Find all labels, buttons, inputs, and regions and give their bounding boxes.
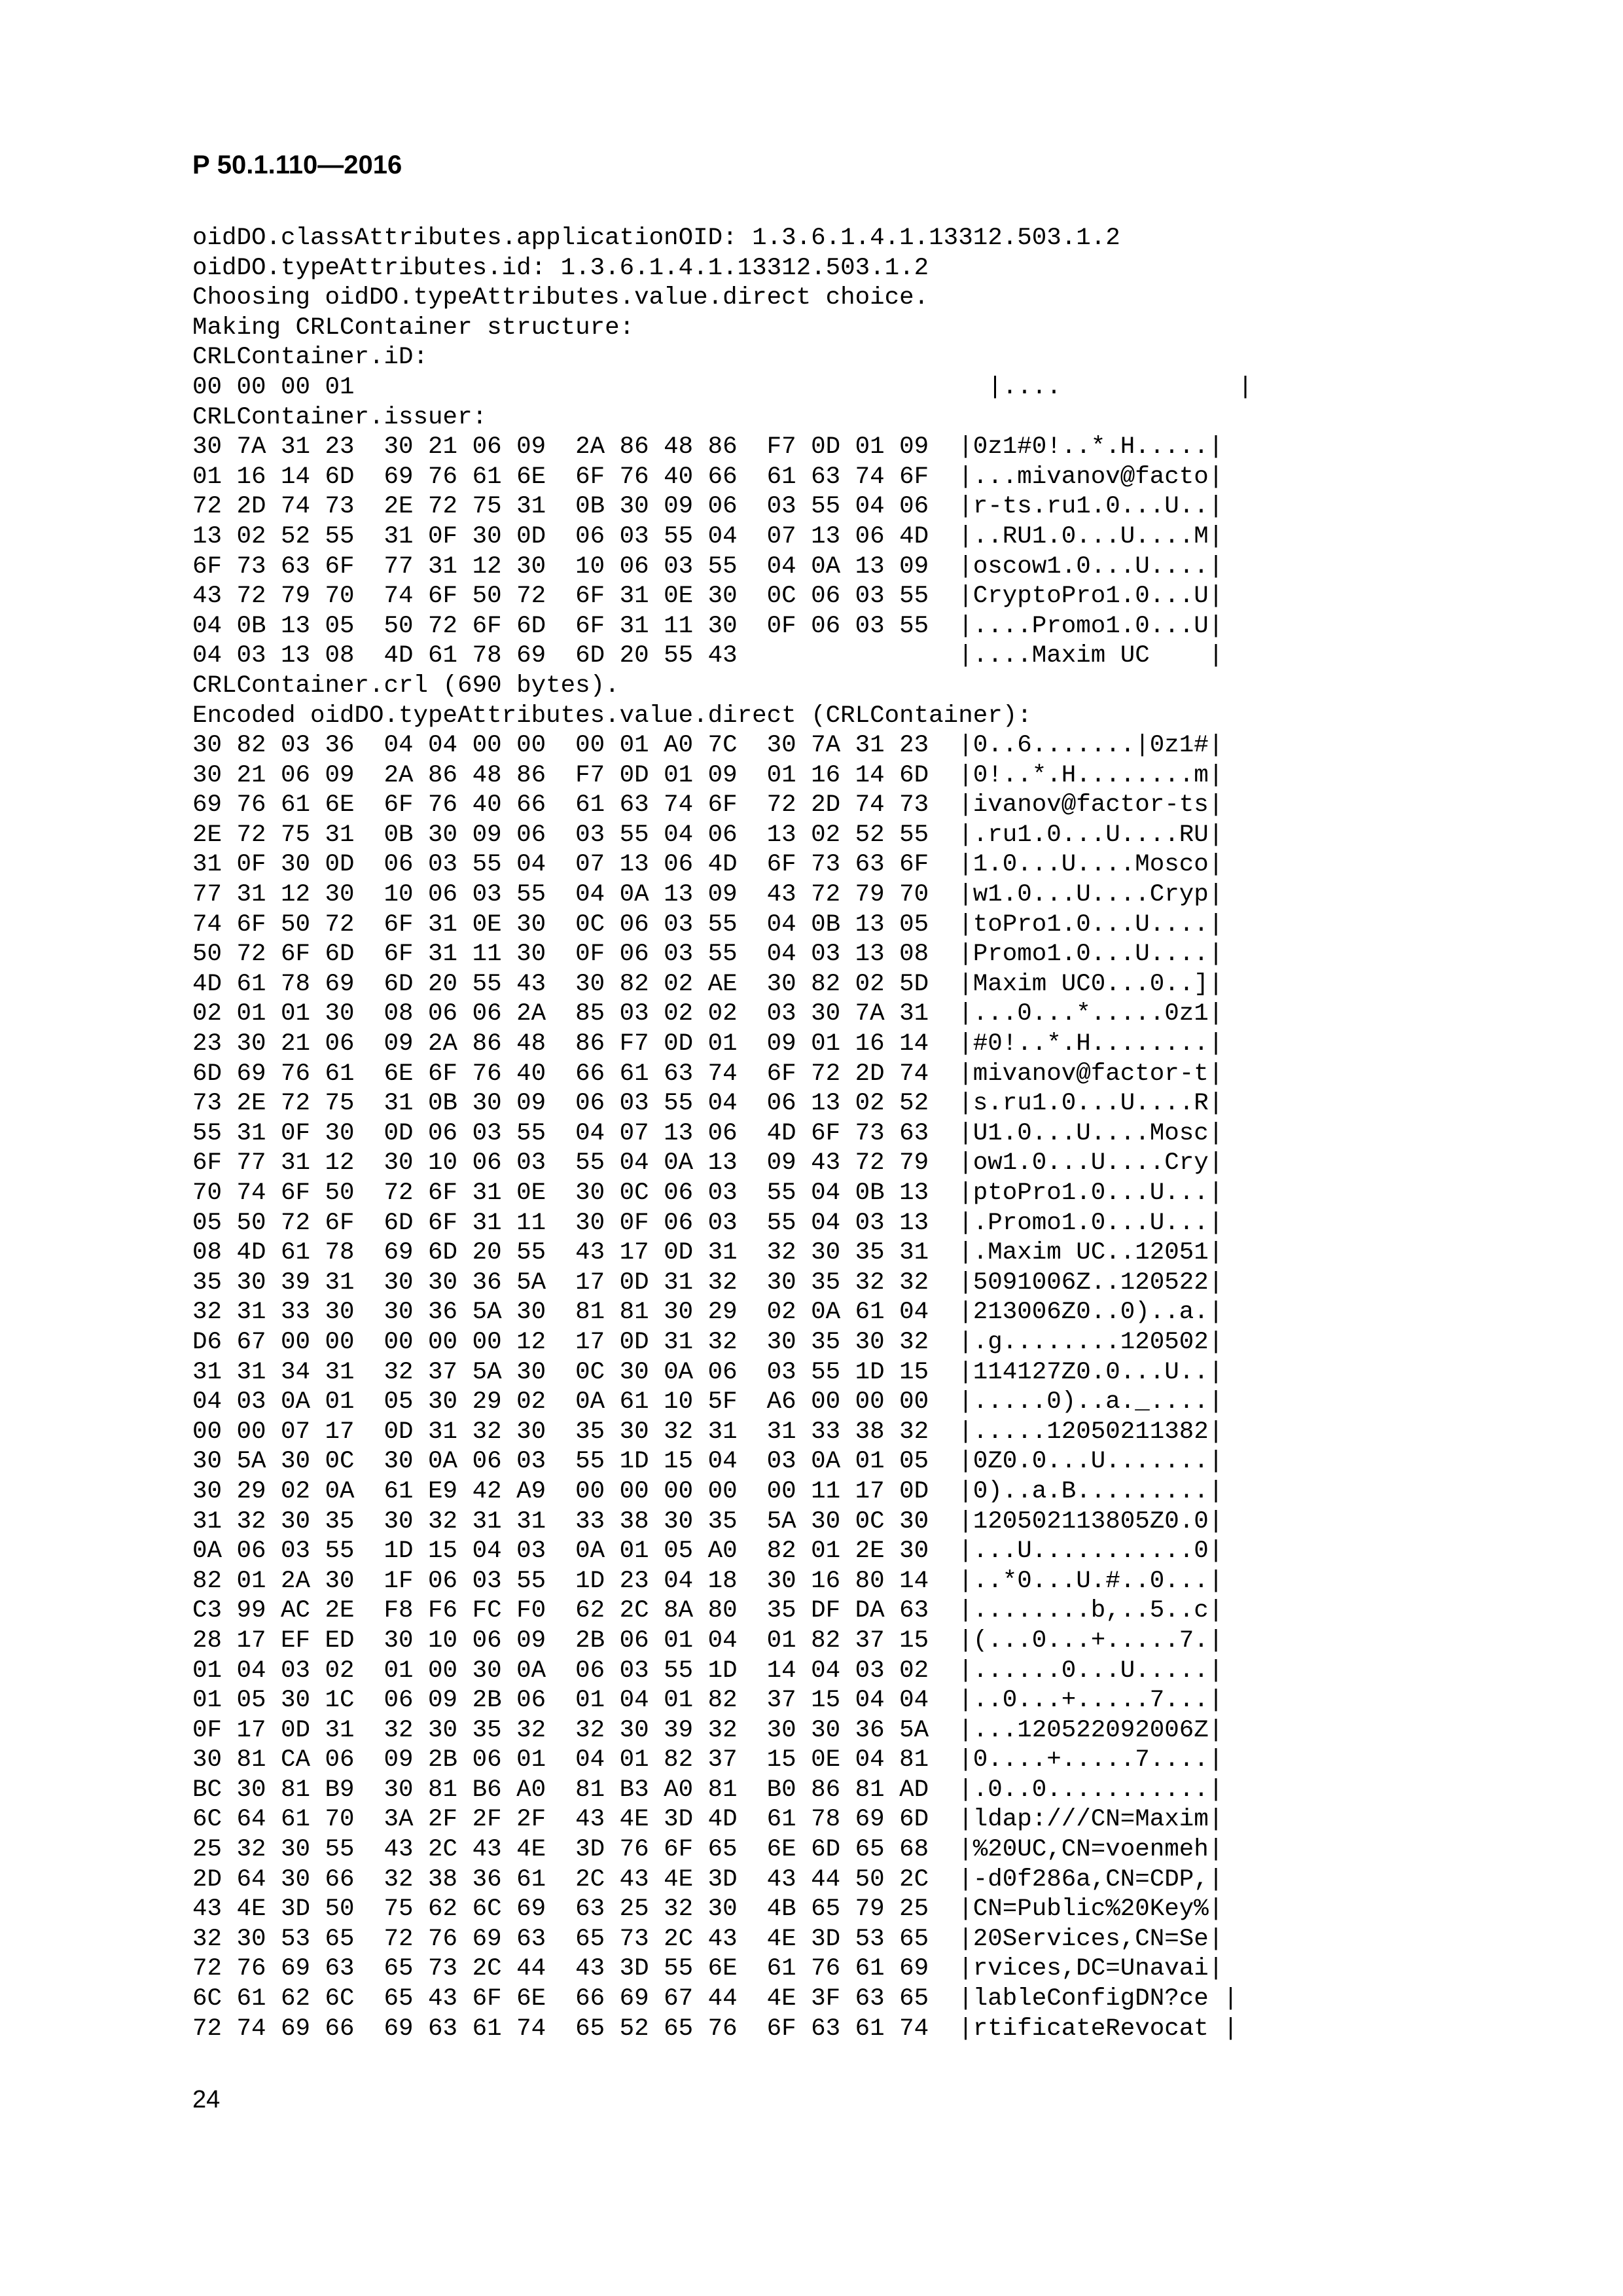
listing-line: 2D 64 30 66 32 38 36 61 2C 43 4E 3D 43 44 50 2C |-d0f286a,CN=CDP,|: [192, 1865, 1224, 1893]
listing-line: 43 4E 3D 50 75 62 6C 69 63 25 32 30 4B 65 79 25 |CN=Public%20Key%|: [192, 1895, 1224, 1924]
listing-line: 30 21 06 09 2A 86 48 86 F7 0D 01 09 01 16 14 6D |0!..*.H........m|: [192, 761, 1224, 789]
listing-line: 72 74 69 66 69 63 61 74 65 52 65 76 6F 63 61 74 |rtificateRevocat |: [192, 2015, 1238, 2043]
listing-line: 04 03 0A 01 05 30 29 02 0A 61 10 5F A6 00 00 00 |.....0)..a._....|: [192, 1388, 1224, 1416]
hex-dump-listing: [192, 224, 1253, 2044]
listing-line: 55 31 0F 30 0D 06 03 55 04 07 13 06 4D 6F 73 63 |U1.0...U....Mosc|: [192, 1119, 1224, 1147]
listing-line: 30 82 03 36 04 04 00 00 00 01 A0 7C 30 7A 31 23 |0..6.......|0z1#|: [192, 732, 1224, 760]
listing-line: 43 72 79 70 74 6F 50 72 6F 31 0E 30 0C 06 03 55 |CryptoPro1.0...U|: [192, 583, 1224, 611]
listing-line: Encoded oidDO.typeAttributes.value.direct (CRLContainer):: [192, 702, 1032, 730]
listing-line: 32 30 53 65 72 76 69 63 65 73 2C 43 4E 3D 53 65 |20Services,CN=Se|: [192, 1925, 1224, 1953]
listing-line: 50 72 6F 6D 6F 31 11 30 0F 06 03 55 04 03 13 08 |Promo1.0...U....|: [192, 941, 1224, 969]
listing-line: 2E 72 75 31 0B 30 09 06 03 55 04 06 13 02 52 55 |.ru1.0...U....RU|: [192, 821, 1224, 849]
listing-line: CRLContainer.crl (690 bytes).: [192, 672, 620, 700]
listing-line: 69 76 61 6E 6F 76 40 66 61 63 74 6F 72 2D 74 73 |ivanov@factor-ts|: [192, 791, 1224, 819]
listing-line: 6D 69 76 61 6E 6F 76 40 66 61 63 74 6F 72 2D 74 |mivanov@factor-t|: [192, 1060, 1224, 1088]
listing-line: oidDO.typeAttributes.id: 1.3.6.1.4.1.13312.503.1.2: [192, 254, 929, 282]
listing-line: CRLContainer.iD:: [192, 344, 429, 372]
listing-line: 04 0B 13 05 50 72 6F 6D 6F 31 11 30 0F 06 03 55 |....Promo1.0...U|: [192, 612, 1224, 640]
listing-line: 0F 17 0D 31 32 30 35 32 32 30 39 32 30 30 36 5A |...120522092006Z|: [192, 1716, 1224, 1744]
listing-line: 25 32 30 55 43 2C 43 4E 3D 76 6F 65 6E 6D 65 68 |%20UC,CN=voenmeh|: [192, 1836, 1224, 1864]
listing-line: Choosing oidDO.typeAttributes.value.direct choice.: [192, 284, 929, 312]
listing-line: 30 29 02 0A 61 E9 42 A9 00 00 00 00 00 11 17 0D |0)..a.B.........|: [192, 1477, 1224, 1505]
listing-line: 72 2D 74 73 2E 72 75 31 0B 30 09 06 03 55 04 06 |r-ts.ru1.0...U..|: [192, 493, 1224, 521]
listing-line: 31 31 34 31 32 37 5A 30 0C 30 0A 06 03 55 1D 15 |114127Z0.0...U..|: [192, 1358, 1224, 1386]
listing-line: oidDO.classAttributes.applicationOID: 1.3.6.1.4.1.13312.503.1.2: [192, 224, 1120, 252]
listing-line: 00 00 00 01 |.... |: [192, 373, 1253, 401]
listing-line: D6 67 00 00 00 00 00 12 17 0D 31 32 30 35 30 32 |.g........120502|: [192, 1328, 1224, 1356]
listing-line: 6C 61 62 6C 65 43 6F 6E 66 69 67 44 4E 3F 63 65 |lableConfigDN?ce |: [192, 1985, 1238, 2013]
listing-line: 4D 61 78 69 6D 20 55 43 30 82 02 AE 30 82 02 5D |Maxim UC0...0..]|: [192, 970, 1224, 998]
listing-line: 01 05 30 1C 06 09 2B 06 01 04 01 82 37 15 04 04 |..0...+.....7...|: [192, 1687, 1224, 1715]
listing-line: 35 30 39 31 30 30 36 5A 17 0D 31 32 30 35 32 32 |5091006Z..120522|: [192, 1268, 1224, 1297]
listing-line: 13 02 52 55 31 0F 30 0D 06 03 55 04 07 13 06 4D |..RU1.0...U....M|: [192, 522, 1224, 550]
listing-line: 08 4D 61 78 69 6D 20 55 43 17 0D 31 32 30 35 31 |.Maxim UC..12051|: [192, 1239, 1224, 1267]
listing-line: 30 7A 31 23 30 21 06 09 2A 86 48 86 F7 0D 01 09 |0z1#0!..*.H.....|: [192, 433, 1224, 461]
listing-line: 6C 64 61 70 3A 2F 2F 2F 43 4E 3D 4D 61 78 69 6D |ldap:///CN=Maxim|: [192, 1806, 1224, 1834]
listing-line: 00 00 07 17 0D 31 32 30 35 30 32 31 31 33 38 32 |.....12050211382|: [192, 1418, 1224, 1446]
listing-line: 70 74 6F 50 72 6F 31 0E 30 0C 06 03 55 04 0B 13 |ptoPro1.0...U...|: [192, 1179, 1224, 1207]
listing-line: 0A 06 03 55 1D 15 04 03 0A 01 05 A0 82 01 2E 30 |...U...........0|: [192, 1537, 1224, 1566]
listing-line: 23 30 21 06 09 2A 86 48 86 F7 0D 01 09 01 16 14 |#0!..*.H........|: [192, 1030, 1224, 1058]
page-number: 24: [192, 2086, 221, 2113]
listing-line: 73 2E 72 75 31 0B 30 09 06 03 55 04 06 13 02 52 |s.ru1.0...U....R|: [192, 1090, 1224, 1118]
listing-line: 01 16 14 6D 69 76 61 6E 6F 76 40 66 61 63 74 6F |...mivanov@facto|: [192, 463, 1224, 491]
listing-line: CRLContainer.issuer:: [192, 403, 488, 431]
listing-line: Making CRLContainer structure:: [192, 314, 635, 342]
listing-line: 28 17 EF ED 30 10 06 09 2B 06 01 04 01 82 37 15 |(...0...+.....7.|: [192, 1626, 1224, 1655]
listing-line: BC 30 81 B9 30 81 B6 A0 81 B3 A0 81 B0 86 81 AD |.0..0...........|: [192, 1776, 1224, 1804]
listing-line: 02 01 01 30 08 06 06 2A 85 03 02 02 03 30 7A 31 |...0...*.....0z1|: [192, 1000, 1224, 1028]
listing-line: 6F 77 31 12 30 10 06 03 55 04 0A 13 09 43 72 79 |ow1.0...U....Cry|: [192, 1149, 1224, 1177]
page-header-standard-id: Р 50.1.110—2016: [192, 151, 402, 179]
listing-line: 32 31 33 30 30 36 5A 30 81 81 30 29 02 0A 61 04 |213006Z0..0)..a.|: [192, 1299, 1224, 1327]
listing-line: 77 31 12 30 10 06 03 55 04 0A 13 09 43 72 79 70 |w1.0...U....Cryp|: [192, 881, 1224, 909]
listing-line: 30 81 CA 06 09 2B 06 01 04 01 82 37 15 0E 04 81 |0....+.....7....|: [192, 1746, 1224, 1774]
listing-line: 74 6F 50 72 6F 31 0E 30 0C 06 03 55 04 0B 13 05 |toPro1.0...U....|: [192, 910, 1224, 939]
listing-line: 31 0F 30 0D 06 03 55 04 07 13 06 4D 6F 73 63 6F |1.0...U....Mosco|: [192, 851, 1224, 879]
listing-line: 04 03 13 08 4D 61 78 69 6D 20 55 43 |....Maxim UC |: [192, 642, 1224, 670]
listing-line: 82 01 2A 30 1F 06 03 55 1D 23 04 18 30 16 80 14 |..*0...U.#..0...|: [192, 1567, 1224, 1595]
listing-line: 31 32 30 35 30 32 31 31 33 38 30 35 5A 30 0C 30 |120502113805Z0.0|: [192, 1507, 1224, 1535]
listing-line: 05 50 72 6F 6D 6F 31 11 30 0F 06 03 55 04 03 13 |.Promo1.0...U...|: [192, 1209, 1224, 1237]
listing-line: C3 99 AC 2E F8 F6 FC F0 62 2C 8A 80 35 DF DA 63 |........b,..5..c|: [192, 1597, 1224, 1625]
listing-line: 6F 73 63 6F 77 31 12 30 10 06 03 55 04 0A 13 09 |oscow1.0...U....|: [192, 552, 1224, 581]
listing-line: 30 5A 30 0C 30 0A 06 03 55 1D 15 04 03 0A 01 05 |0Z0.0...U.......|: [192, 1448, 1224, 1476]
listing-line: 72 76 69 63 65 73 2C 44 43 3D 55 6E 61 76 61 69 |rvices,DC=Unavai|: [192, 1955, 1224, 1983]
listing-line: 01 04 03 02 01 00 30 0A 06 03 55 1D 14 04 03 02 |......0...U.....|: [192, 1657, 1224, 1685]
